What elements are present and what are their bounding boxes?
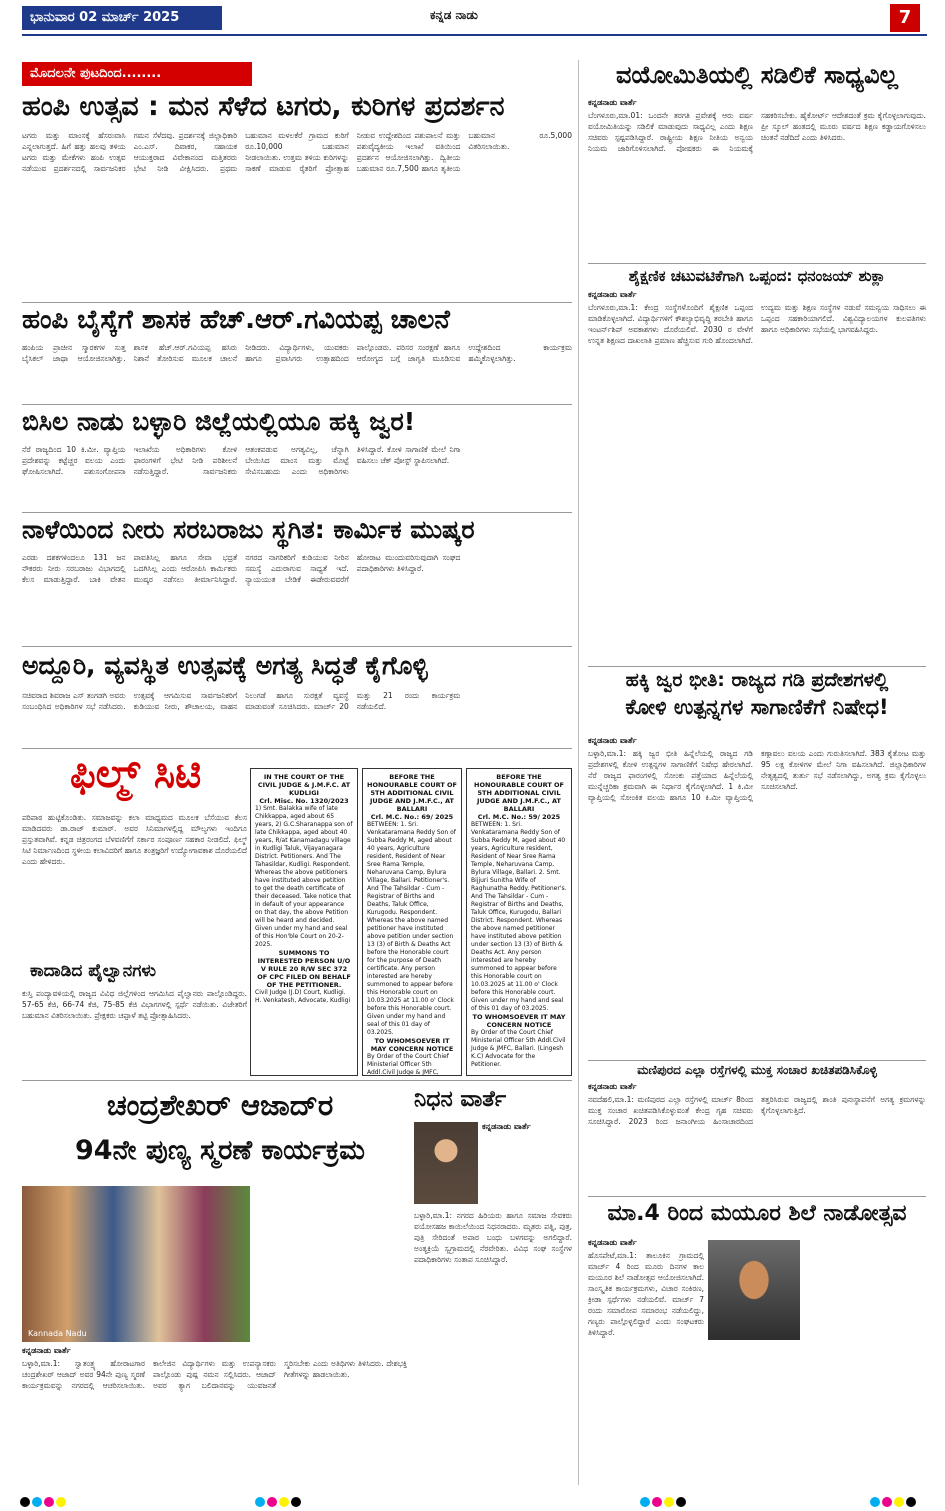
body-water-strike: ಎರಡು ದಶಕಗಳಿಂದಲೂ 131 ಜನ ನೌಕರರು ನೀರು ಸರಬರಾಜು ವಿಭಾಗದಲ್ಲಿ ಕೆಲಸ ಮಾಡುತ್ತಿದ್ದಾರೆ. ಬಾಕಿ ವೇತನ ಪಾವತಿಸಿಲ್ಲ ಹಾಗೂ ಸೇವಾ ಭದ್ರತೆ ಒದಗಿಸಿಲ್ಲ ಎಂದು ಆರೋಪಿಸಿ ಕಾರ್ಮಿಕರು ಮುಷ್ಕರ ನಡೆಸಲು ತೀರ್ಮಾನಿಸಿದ್ದಾರೆ. ನಗರದ ನಾಗರಿಕರಿಗೆ ಕುಡಿಯುವ ನೀರಿನ ಸಮಸ್ಯೆ ಎದುರಾಗುವ ಸಾಧ್ಯತೆ ಇದೆ. ನ್ಯಾಯಯುತ ಬೇಡಿಕೆ ಈಡೇರುವವರೆಗೆ ಹೋರಾಟ ಮುಂದುವರಿಸುವುದಾಗಿ ಸಂಘದ ಪದಾಧಿಕಾರಿಗಳು ತಿಳಿಸಿದ್ದಾರೆ. (22, 553, 461, 584)
page-header (0, 0, 945, 36)
headline-bird-flu-ballari: ಬಿಸಿಲ ನಾಡು ಬಳ್ಳಾರಿ ಜಿಲ್ಲೆಯಲ್ಲಿಯೂ ಹಕ್ಕಿ ಜ್ವರ! (22, 407, 416, 436)
body-mayura: ಹೊಸಪೇಟೆ,ಮಾ.1: ತಾಲೂಕಿನ ಗ್ರಾಮದಲ್ಲಿ ಮಾರ್ಚ್ 4 ರಿಂದ ಮೂರು ದಿನಗಳ ಕಾಲ ಮಯೂರ ಶಿಲೆ ನಾಡೋತ್ಸವ ಆಯೋಜಿಸಲಾಗಿದೆ. ಸಾಂಸ್ಕೃತಿಕ ಕಾರ್ಯಕ್ರಮಗಳು, ವಿಚಾರ ಸಂಕಿರಣ, ಕ್ರೀಡಾ ಸ್ಪರ್ಧೆಗಳು ನಡೆಯಲಿವೆ. ಮಾರ್ಚ್ 7 ರಂದು ಸಮಾರೋಪ ಸಮಾರಂಭ ನಡೆಯಲಿದ್ದು, ಗಣ್ಯರು ಪಾಲ್ಗೊಳ್ಳಲಿದ್ದಾರೆ ಎಂದು ಸಂಘಟಕರು ತಿಳಿಸಿದ್ದಾರೆ. (588, 1251, 704, 1337)
body-mou: ಬೆಂಗಳೂರು,ಮಾ.1: ಕೇಂದ್ರ ಸಂಸ್ಥೆಗಳೊಂದಿಗೆ ಶೈಕ್ಷಣಿಕ ಒಪ್ಪಂದ ಮಾಡಿಕೊಳ್ಳಲಾಗಿದೆ. ವಿದ್ಯಾರ್ಥಿಗಳಿಗೆ ಕೌಶಲ್ಯಾಭಿವೃದ್ಧಿ ತರಬೇತಿ ಹಾಗೂ ಇಂಟರ್ನ್‌ಶಿಪ್ ಅವಕಾಶಗಳು ದೊರೆಯಲಿವೆ. 2030 ರ ವೇಳೆಗೆ ಉನ್ನತ ಶಿಕ್ಷಣದ ದಾಖಲಾತಿ ಪ್ರಮಾಣ ಹೆಚ್ಚಿಸುವ ಗುರಿ ಹೊಂದಲಾಗಿದೆ. ಉದ್ಯಮ ಮತ್ತು ಶಿಕ್ಷಣ ಸಂಸ್ಥೆಗಳ ನಡುವೆ ಸಮನ್ವಯ ಸಾಧಿಸಲು ಈ ಒಪ್ಪಂದ ಸಹಕಾರಿಯಾಗಲಿದೆ. ವಿಶ್ವವಿದ್ಯಾಲಯಗಳ ಕುಲಪತಿಗಳು ಹಾಗೂ ಅಧಿಕಾರಿಗಳು ಸಭೆಯಲ್ಲಿ ಭಾಗವಹಿಸಿದ್ದರು. (588, 303, 926, 345)
headline-azad-line2: 94ನೇ ಪುಣ್ಯ ಸ್ಮರಣೆ ಕಾರ್ಯಕ್ರಮ (75, 1135, 365, 1166)
legal-body: BETWEEN: 1. Sri. Venkataramana Reddy Son of Subba Reddy M, aged about 40 years, Agriculture resident, Resident of Near Sree Rama Temple, Neharuvana Camp, Bylura Village, Ballari. Petitioner's. And The Tahsildar - Cum - Registrar of Births and Deaths, Taluk Office, Kurugodu. Respondent. Whereas the above named petitioner have instituted above petition under section 13 (3) of Birth & Deaths Act before the Honorable court for the purpose of Death certificate. Any person interested are hereby summoned to appear before this Honorable court on 10.03.2025 at 11.00 o' Clock before this Honorable court. Given under my hand and seal of this 01 day of 03.2025. (367, 821, 456, 1036)
body-age-limit: ಬೆಂಗಳೂರು,ಮಾ.01: ಒಂದನೇ ತರಗತಿ ಪ್ರವೇಶಕ್ಕೆ ಆರು ವರ್ಷ ವಯೋಮಿತಿಯನ್ನು ಸಡಿಲಿಕೆ ಮಾಡುವುದು ಸಾಧ್ಯವಿಲ್ಲ ಎಂದು ಶಿಕ್ಷಣ ಸಚಿವರು ಸ್ಪಷ್ಟಪಡಿಸಿದ್ದಾರೆ. ರಾಷ್ಟ್ರೀಯ ಶಿಕ್ಷಣ ನೀತಿಯ ಅನ್ವಯ ನಿಯಮ ಜಾರಿಗೊಳಿಸಲಾಗಿದೆ. ಪೋಷಕರು ಈ ನಿಯಮಕ್ಕೆ ಸಹಕರಿಸಬೇಕು. ಹೈಕೋರ್ಟ್ ಆದೇಶದಂತೆ ಕ್ರಮ ಕೈಗೊಳ್ಳಲಾಗುವುದು. ಪ್ರೀ ಸ್ಕೂಲ್ ಹಂತದಲ್ಲಿ ಮೂರು ವರ್ಷದ ಶಿಕ್ಷಣ ಕಡ್ಡಾಯಗೊಳಿಸಲು ಚಿಂತನೆ ನಡೆದಿದೆ ಎಂದು ತಿಳಿಸಿದರು. (588, 111, 926, 153)
registration-marks (870, 1492, 918, 1511)
body-adduri: ಸಚಿವರಾದ ಶಿವರಾಜ ಎಸ್ ತಂಗಡಗಿ ಅವರು ಸಂಬಂಧಿಸಿದ ಅಧಿಕಾರಿಗಳ ಸಭೆ ನಡೆಸಿದರು. ಉತ್ಸವಕ್ಕೆ ಆಗಮಿಸುವ ಸಾರ್ವಜನಿಕರಿಗೆ ಕುಡಿಯುವ ನೀರು, ಶೌಚಾಲಯ, ವಾಹನ ನಿಲುಗಡೆ ಹಾಗೂ ಸುರಕ್ಷತೆ ವ್ಯವಸ್ಥೆ ಮಾಡುವಂತೆ ಸೂಚಿಸಿದರು. ಮಾರ್ಚ್ 20 ಮತ್ತು 21 ರಂದು ಕಾರ್ಯಕ್ರಮ ನಡೆಯಲಿದೆ. (22, 691, 461, 711)
headline-wrestlers: ಕಾದಾಡಿದ ಪೈಲ್ವಾನಗಳು (30, 961, 157, 981)
azad-body-top (255, 1186, 405, 1342)
legal-title: SUMMONS TO INTERESTED PERSON U/O V RULE 20 R/W SEC 372 OF CPC FILED ON BEHALF OF THE PETITIONER. (257, 949, 351, 989)
legal-notice-3 (466, 768, 572, 1076)
mayura-photo (708, 1240, 800, 1340)
photo-caption: Kannada Nadu (28, 1329, 87, 1338)
legal-body: 1) Smt. Balakka wife of late Chikkappa, aged about 65 years, 2) G.C.Sharanappa son of late Chikkappa, aged about 40 years, R/at Kanamadagu village in Kudligi Taluk, Vijayanagara District. Petitioners. And The Tahasildar, Kudligi. Respondent. Whereas the above petitioners have instituted above petition to get the death certificate of their deceased. Take notice that in default of your appearance on that day, the above Petition will be heard and decided. Given under my hand and seal of this Hon'ble Court on 20-2-2025. (255, 805, 353, 948)
mayura-byline: ಕನ್ನಡನಾಡು ವಾರ್ತೆ (588, 1238, 637, 1247)
headline-azad-line1: ಚಂದ್ರಶೇಖರ್ ಆಜಾದ್‌ರ (106, 1088, 334, 1122)
legal-notice-1 (250, 768, 358, 1076)
body-bird-flu-ballari: ನೆರೆ ರಾಜ್ಯದಿಂದ 10 ಕಿ.ಮೀ. ವ್ಯಾಪ್ತಿಯ ಪ್ರದೇಶವನ್ನು ಕಟ್ಟೆಚ್ಚರ ವಲಯ ಎಂದು ಘೋಷಿಸಲಾಗಿದೆ. ಪಶುಸಂಗೋಪನಾ ಇಲಾಖೆಯ ಅಧಿಕಾರಿಗಳು ಕೋಳಿ ಫಾರಂಗಳಿಗೆ ಭೇಟಿ ನೀಡಿ ಪರಿಶೀಲನೆ ನಡೆಸುತ್ತಿದ್ದಾರೆ. ಸಾರ್ವಜನಿಕರು ಆತಂಕಪಡುವ ಅಗತ್ಯವಿಲ್ಲ, ಚೆನ್ನಾಗಿ ಬೇಯಿಸಿದ ಮಾಂಸ ಮತ್ತು ಮೊಟ್ಟೆ ಸೇವಿಸಬಹುದು ಎಂದು ಅಧಿಕಾರಿಗಳು ತಿಳಿಸಿದ್ದಾರೆ. ಕೋಳಿ ಸಾಗಾಣಿಕೆ ಮೇಲೆ ನಿಗಾ ವಹಿಸಲು ಚೆಕ್ ಪೋಸ್ಟ್ ಸ್ಥಾಪಿಸಲಾಗಿದೆ. (22, 445, 461, 476)
headline-film-city: ಫಿಲ್ಮ್ ಸಿಟಿ (70, 751, 202, 797)
body-mayura-right (806, 1250, 926, 1340)
registration-marks (255, 1492, 303, 1511)
azad-byline: ಕನ್ನಡನಾಡು ವಾರ್ತೆ (22, 1346, 71, 1355)
divider (588, 1060, 926, 1061)
body-poultry-ban: ಬಳ್ಳಾರಿ,ಮಾ.1: ಹಕ್ಕಿ ಜ್ವರ ಭೀತಿ ಹಿನ್ನೆಲೆಯಲ್ಲಿ ರಾಜ್ಯದ ಗಡಿ ಪ್ರದೇಶಗಳಲ್ಲಿ ಕೋಳಿ ಉತ್ಪನ್ನಗಳ ಸಾಗಾಣಿಕೆಗೆ ನಿಷೇಧ ಹೇರಲಾಗಿದೆ. ನೆರೆ ರಾಜ್ಯದ ಫಾರಂಗಳಲ್ಲಿ ಸೋಂಕು ಪತ್ತೆಯಾದ ಹಿನ್ನೆಲೆಯಲ್ಲಿ ಮುನ್ನೆಚ್ಚರಿಕಾ ಕ್ರಮವಾಗಿ ಈ ನಿರ್ಧಾರ ಕೈಗೊಳ್ಳಲಾಗಿದೆ. 1 ಕಿ.ಮೀ ವ್ಯಾಪ್ತಿಯಲ್ಲಿ ಸೋಂಕಿತ ವಲಯ ಹಾಗೂ 10 ಕಿ.ಮೀ ವ್ಯಾಪ್ತಿಯಲ್ಲಿ ಕಣ್ಗಾವಲು ವಲಯ ಎಂದು ಗುರುತಿಸಲಾಗಿದೆ. 383 ಕೈತೋಟ ಮತ್ತು 95 ಲಕ್ಷ ಕೋಳಿಗಳ ಮೇಲೆ ನಿಗಾ ವಹಿಸಲಾಗಿದೆ. ಜಿಲ್ಲಾಧಿಕಾರಿಗಳ ನೇತೃತ್ವದಲ್ಲಿ ತುರ್ತು ಸಭೆ ನಡೆಸಲಾಗಿದ್ದು, ಅಗತ್ಯ ಕ್ರಮ ಕೈಗೊಳ್ಳಲು ಸೂಚಿಸಲಾಗಿದೆ. (588, 749, 926, 802)
headline-hampi-fair: ಹಂಪಿ ಬೈಸ್ಕೆಗೆ ಶಾಸಕ ಹೆಚ್.ಆರ್.ಗವಿಯಪ್ಪ ಚಾಲನೆ (22, 305, 450, 335)
divider (22, 512, 572, 513)
legal-court: BEFORE THE HONOURABLE COURT OF 5TH ADDITIONAL CIVIL JUDGE AND J.M.F.C., AT BALLARI (367, 773, 457, 813)
headline-mayura: ಮಾ.4 ರಿಂದ ಮಯೂರ ಶಿಲೆ ನಾಡೋತ್ಸವ (607, 1201, 907, 1226)
legal-sign: Civil Judge (J.D) Court, Kudligi. H. Venkatesh, Advocate, Kudligi (255, 989, 351, 1004)
manipur-byline: ಕನ್ನಡನಾಡು ವಾರ್ತೆ (588, 1082, 637, 1091)
divider (588, 1196, 926, 1197)
page-number: 7 (890, 4, 920, 32)
legal-title: TO WHOMSOEVER IT MAY CONCERN NOTICE (370, 1037, 454, 1053)
headline-age-limit: ವಯೋಮಿತಿಯಲ್ಲಿ ಸಡಿಲಿಕೆ ಸಾಧ್ಯವಿಲ್ಲ (616, 61, 898, 89)
legal-case-no: Crl. M.C. No.: 59/ 2025 (477, 813, 561, 821)
divider (22, 1080, 572, 1081)
divider (22, 646, 572, 647)
column-divider (578, 60, 579, 1485)
divider (22, 404, 572, 405)
registration-marks (20, 1492, 68, 1511)
body-hampi: ಟಗರು ಮತ್ತು ಮಾಂಸಕ್ಕೆ ಹೆಸರುವಾಸಿ ಎನ್ನಲಾಗುತ್ತದೆ. ಹಿಗೆ ಹತ್ತು ಹಲವು ತಳಿಯ ಟಗರು ಮತ್ತು ಮೇಕೆಗಳು ಹಂಪಿ ಉತ್ಸವ ನಡೆಯುವ ಪ್ರದರ್ಶನದಲ್ಲಿ ಸಾರ್ವಜನಿಕರ ಗಮನ ಸೆಳೆದವು. ಪ್ರದರ್ಶನಕ್ಕೆ ಜಿಲ್ಲಾಧಿಕಾರಿ ಎಂ.ಎಸ್. ದಿವಾಕರ, ಸಹಾಯಕ ಆಯುಕ್ತರಾದ ವಿವೇಕಾನಂದ ಮತ್ತಿತರರು ಭೇಟಿ ನೀಡಿ ವೀಕ್ಷಿಸಿದರು. ಪ್ರಥಮ ಬಹುಮಾನ ಮಳಲಕೆರೆ ಗ್ರಾಮದ ಕುರಿಗೆ ರೂ.10,000 ಬಹುಮಾನ ನೀಡಲಾಯಿತು. ಉತ್ತಮ ತಳಿಯ ಕುರಿಗಳನ್ನು ಸಾಕಣೆ ಮಾಡುವ ರೈತರಿಗೆ ಪ್ರೋತ್ಸಾಹ ನೀಡುವ ಉದ್ದೇಶದಿಂದ ಪಶುಪಾಲನೆ ಮತ್ತು ಪಶುವೈದ್ಯಕೀಯ ಇಲಾಖೆ ವತಿಯಿಂದ ಪ್ರದರ್ಶನ ಆಯೋಜಿಸಲಾಗಿತ್ತು. ದ್ವಿತೀಯ ಬಹುಮಾನ ರೂ.7,500 ಹಾಗೂ ತೃತೀಯ ಬಹುಮಾನ ರೂ.5,000 ವಿತರಿಸಲಾಯಿತು. (22, 131, 572, 173)
body-obituary: ಬಳ್ಳಾರಿ,ಮಾ.1: ನಗರದ ಹಿರಿಯರು ಹಾಗೂ ಸಮಾಜ ಸೇವಕರು ವಯೋಸಹಜ ಕಾಯಿಲೆಯಿಂದ ನಿಧನರಾದರು. ಮೃತರು ಪತ್ನಿ, ಪುತ್ರ, ಪುತ್ರಿ ಸೇರಿದಂತೆ ಅಪಾರ ಬಂಧು ಬಳಗವನ್ನು ಅಗಲಿದ್ದಾರೆ. ಅಂತ್ಯಕ್ರಿಯೆ ಸ್ವಗ್ರಾಮದಲ್ಲಿ ನೆರವೇರಿತು. ವಿವಿಧ ಸಂಘ ಸಂಸ್ಥೆಗಳ ಪದಾಧಿಕಾರಿಗಳು ಸಂತಾಪ ಸೂಚಿಸಿದ್ದಾರೆ. (414, 1211, 572, 1264)
headline-hampi: ಹಂಪಿ ಉತ್ಸವ : ಮನ ಸೆಳೆದ ಟಗರು, ಕುರಿಗಳ ಪ್ರದರ್ಶನ (22, 91, 505, 122)
headline-poultry-ban-line2: ಕೋಳಿ ಉತ್ಪನ್ನಗಳ ಸಾಗಾಣಿಕೆಗೆ ನಿಷೇಧ! (625, 695, 889, 719)
headline-manipur: ಮಣಿಪುರದ ಎಲ್ಲಾ ರಸ್ತೆಗಳಲ್ಲಿ ಮುಕ್ತ ಸಂಚಾರ ಖಚಿತಪಡಿಸಿಕೊಳ್ಳಿ (637, 1063, 877, 1077)
age-limit-byline: ಕನ್ನಡನಾಡು ವಾರ್ತೆ (588, 98, 637, 107)
mou-byline: ಕನ್ನಡನಾಡು ವಾರ್ತೆ (588, 290, 637, 299)
date-band: ಭಾನುವಾರ 02 ಮಾರ್ಚ್ 2025 (22, 6, 222, 30)
headline-water-strike: ನಾಳೆಯಿಂದ ನೀರು ಸರಬರಾಜು ಸ್ಥಗಿತ: ಕಾರ್ಮಿಕ ಮುಷ್ಕರ (22, 515, 475, 544)
body-wrestlers: ಕುಸ್ತಿ ಪಂದ್ಯಾವಳಿಯಲ್ಲಿ ರಾಜ್ಯದ ವಿವಿಧ ಜಿಲ್ಲೆಗಳಿಂದ ಆಗಮಿಸಿದ ಪೈಲ್ವಾನರು ಪಾಲ್ಗೊಂಡಿದ್ದರು. 57-65 ಕೆಜಿ, 66-74 ಕೆಜಿ, 75-85 ಕೆಜಿ ವಿಭಾಗಗಳಲ್ಲಿ ಸ್ಪರ್ಧೆ ನಡೆಯಿತು. ವಿಜೇತರಿಗೆ ಬಹುಮಾನ ವಿತರಿಸಲಾಯಿತು. ಪ್ರೇಕ್ಷಕರು ಚಪ್ಪಾಳೆ ತಟ್ಟಿ ಪ್ರೋತ್ಸಾಹಿಸಿದರು. (22, 989, 247, 1020)
obituary-byline: ಕನ್ನಡನಾಡು ವಾರ್ತೆ (482, 1122, 531, 1131)
body-manipur: ನವದೆಹಲಿ,ಮಾ.1: ಮಣಿಪುರದ ಎಲ್ಲಾ ರಸ್ತೆಗಳಲ್ಲಿ ಮಾರ್ಚ್ 8ರಿಂದ ಮುಕ್ತ ಸಂಚಾರ ಖಚಿತಪಡಿಸಿಕೊಳ್ಳುವಂತೆ ಕೇಂದ್ರ ಗೃಹ ಸಚಿವರು ಸೂಚಿಸಿದ್ದಾರೆ. 2023 ರಿಂದ ಜನಾಂಗೀಯ ಹಿಂಸಾಚಾರದಿಂದ ತತ್ತರಿಸಿರುವ ರಾಜ್ಯದಲ್ಲಿ ಶಾಂತಿ ಪುನಃಸ್ಥಾಪನೆಗೆ ಅಗತ್ಯ ಕ್ರಮಗಳನ್ನು ಕೈಗೊಳ್ಳಲಾಗುತ್ತಿದೆ. (588, 1095, 926, 1126)
registration-marks (640, 1492, 688, 1511)
headline-poultry-ban-line1: ಹಕ್ಕಿ ಜ್ವರ ಭೀತಿ: ರಾಜ್ಯದ ಗಡಿ ಪ್ರದೇಶಗಳಲ್ಲಿ (625, 669, 889, 691)
body-azad: ಬಳ್ಳಾರಿ,ಮಾ.1: ಸ್ವಾತಂತ್ರ್ಯ ಹೋರಾಟಗಾರ ಚಂದ್ರಶೇಖರ್ ಆಜಾದ್ ಅವರ 94ನೇ ಪುಣ್ಯ ಸ್ಮರಣೆ ಕಾರ್ಯಕ್ರಮವನ್ನು ನಗರದಲ್ಲಿ ಆಚರಿಸಲಾಯಿತು. ಕಾಲೇಜಿನ ವಿದ್ಯಾರ್ಥಿಗಳು ಮತ್ತು ಉಪನ್ಯಾಸಕರು ಪಾಲ್ಗೊಂಡು ಪುಷ್ಪ ನಮನ ಸಲ್ಲಿಸಿದರು. ಆಜಾದ್ ಅವರ ತ್ಯಾಗ ಬಲಿದಾನವನ್ನು ಯುವಜನತೆ ಸ್ಮರಿಸಬೇಕು ಎಂದು ಅತಿಥಿಗಳು ತಿಳಿಸಿದರು. ದೇಶಭಕ್ತಿ ಗೀತೆಗಳನ್ನು ಹಾಡಲಾಯಿತು. (22, 1359, 407, 1390)
poultry-ban-byline: ಕನ್ನಡನಾಡು ವಾರ್ತೆ (588, 736, 637, 745)
legal-sign: By Order of the Court Chief Ministerial Officer 5th Addl.Civil Judge & JMFC, (367, 1053, 449, 1076)
divider (22, 302, 572, 303)
headline-mou: ಶೈಕ್ಷಣಿಕ ಚಟುವಟಿಕೆಗಾಗಿ ಒಪ್ಪಂದ: ಧನಂಜಯ್ ಶುಕ್ಲಾ (628, 267, 886, 285)
paper-name: ಕನ್ನಡ ನಾಡು (430, 8, 478, 22)
body-hampi-fair: ಹಂಪಿಯ ಪ್ರಾಚೀನ ಸ್ಮಾರಕಗಳ ಸುತ್ತ ಬೈಸಿಕಲ್ ಜಾಥಾ ಆಯೋಜಿಸಲಾಗಿತ್ತು. ಶಾಸಕ ಹೆಚ್.ಆರ್.ಗವಿಯಪ್ಪ ಹಸಿರು ನಿಶಾನೆ ತೋರಿಸುವ ಮೂಲಕ ಚಾಲನೆ ನೀಡಿದರು. ವಿದ್ಯಾರ್ಥಿಗಳು, ಯುವಕರು ಹಾಗೂ ಪ್ರವಾಸಿಗರು ಉತ್ಸಾಹದಿಂದ ಪಾಲ್ಗೊಂಡರು. ಪರಿಸರ ಸಂರಕ್ಷಣೆ ಹಾಗೂ ಆರೋಗ್ಯದ ಬಗ್ಗೆ ಜಾಗೃತಿ ಮೂಡಿಸುವ ಉದ್ದೇಶದಿಂದ ಕಾರ್ಯಕ್ರಮ ಹಮ್ಮಿಕೊಳ್ಳಲಾಗಿತ್ತು. (22, 343, 572, 363)
headline-adduri: ಅದ್ದೂರಿ, ವ್ಯವಸ್ಥಿತ ಉತ್ಸವಕ್ಕೆ ಅಗತ್ಯ ಸಿದ್ಧತೆ ಕೈಗೊಳ್ಳಿ (22, 651, 428, 680)
legal-notice-2 (362, 768, 462, 1076)
divider (588, 263, 926, 264)
divider (588, 666, 926, 667)
header-rule (22, 34, 927, 36)
print-registration-strip (0, 1490, 945, 1507)
headline-obituary: ನಿಧನ ವಾರ್ತೆ (414, 1087, 507, 1112)
legal-court: IN THE COURT OF THE CIVIL JUDGE & J.M.F.C. AT KUDLIGI (257, 773, 351, 797)
azad-event-photo (22, 1186, 250, 1342)
body-film-city: ಪರಿಪಾಠ ಹುಟ್ಟಿಕೊಂಡಿತು. ಸಮಾಜವನ್ನು ಕಲಾ ಮಾಧ್ಯಮದ ಮೂಲಕ ಬೆಸೆಯುವ ಕೆಲಸ ಮಾಡಿದವರು ಡಾ.ರಾಜ್ ಕುಮಾರ್. ಅವರ ಸಿನಿಮಾಗಳಲ್ಲಿದ್ದ ಮೌಲ್ಯಗಳು ಇಂದಿಗೂ ಪ್ರಸ್ತುತವಾಗಿವೆ. ಕನ್ನಡ ಚಿತ್ರರಂಗದ ಬೆಳವಣಿಗೆಗೆ ಸರ್ಕಾರ ಸಂಪೂರ್ಣ ಸಹಕಾರ ನೀಡಲಿದೆ. ಫಿಲ್ಮ್ ಸಿಟಿ ನಿರ್ಮಾಣದಿಂದ ಸ್ಥಳೀಯ ಕಲಾವಿದರಿಗೆ ಹಾಗೂ ತಂತ್ರಜ್ಞರಿಗೆ ಉದ್ಯೋಗಾವಕಾಶ ದೊರೆಯಲಿದೆ ಎಂದು ಹೇಳಿದರು. (22, 813, 247, 866)
obituary-photo (414, 1122, 478, 1204)
legal-body: BETWEEN: 1. Sri. Venkataramana Reddy Son of Subba Reddy M, aged about 40 years, Agriculture resident, Resident of Near Sree Rama Temple, Neharuvana Camp, Bylura Village, Ballari. 2. Smt. Bijjuri Sunitha Wife of Raghunatha Reddy. Petitioner's. And The Tahsildar - Cum - Registrar of Births and Deaths, Taluk Office, Kurugodu, Ballari District. Respondent. Whereas the above named petitioner have instituted above petition under section 13 (3) of Birth & Deaths Act. Any person interested are hereby summoned to appear before this Honorable court on 10.03.2025 at 11.00 o' Clock before this Honorable court. Given under my hand and seal of this 01 day of 03.2025. (471, 821, 567, 1012)
continued-from-front-band: ಮೊದಲನೇ ಪುಟದಿಂದ........ (22, 62, 252, 86)
legal-case-no: Crl. Misc. No. 1320/2023 (259, 797, 349, 805)
legal-court: BEFORE THE HONOURABLE COURT OF 5TH ADDITIONAL CIVIL JUDGE AND J.M.F.C., AT BALLARI (474, 773, 564, 813)
legal-case-no: Crl. M.C. No.: 69/ 2025 (370, 813, 454, 821)
legal-title: TO WHOMSOEVER IT MAY CONCERN NOTICE (472, 1013, 566, 1029)
divider (22, 748, 572, 749)
legal-sign: By Order of the Court Chief Ministerial Officer 5th Addl.Civil Judge & JMFC, Ballari. (Lingesh K.C) Advocate for the Petitioner. (471, 1029, 566, 1068)
